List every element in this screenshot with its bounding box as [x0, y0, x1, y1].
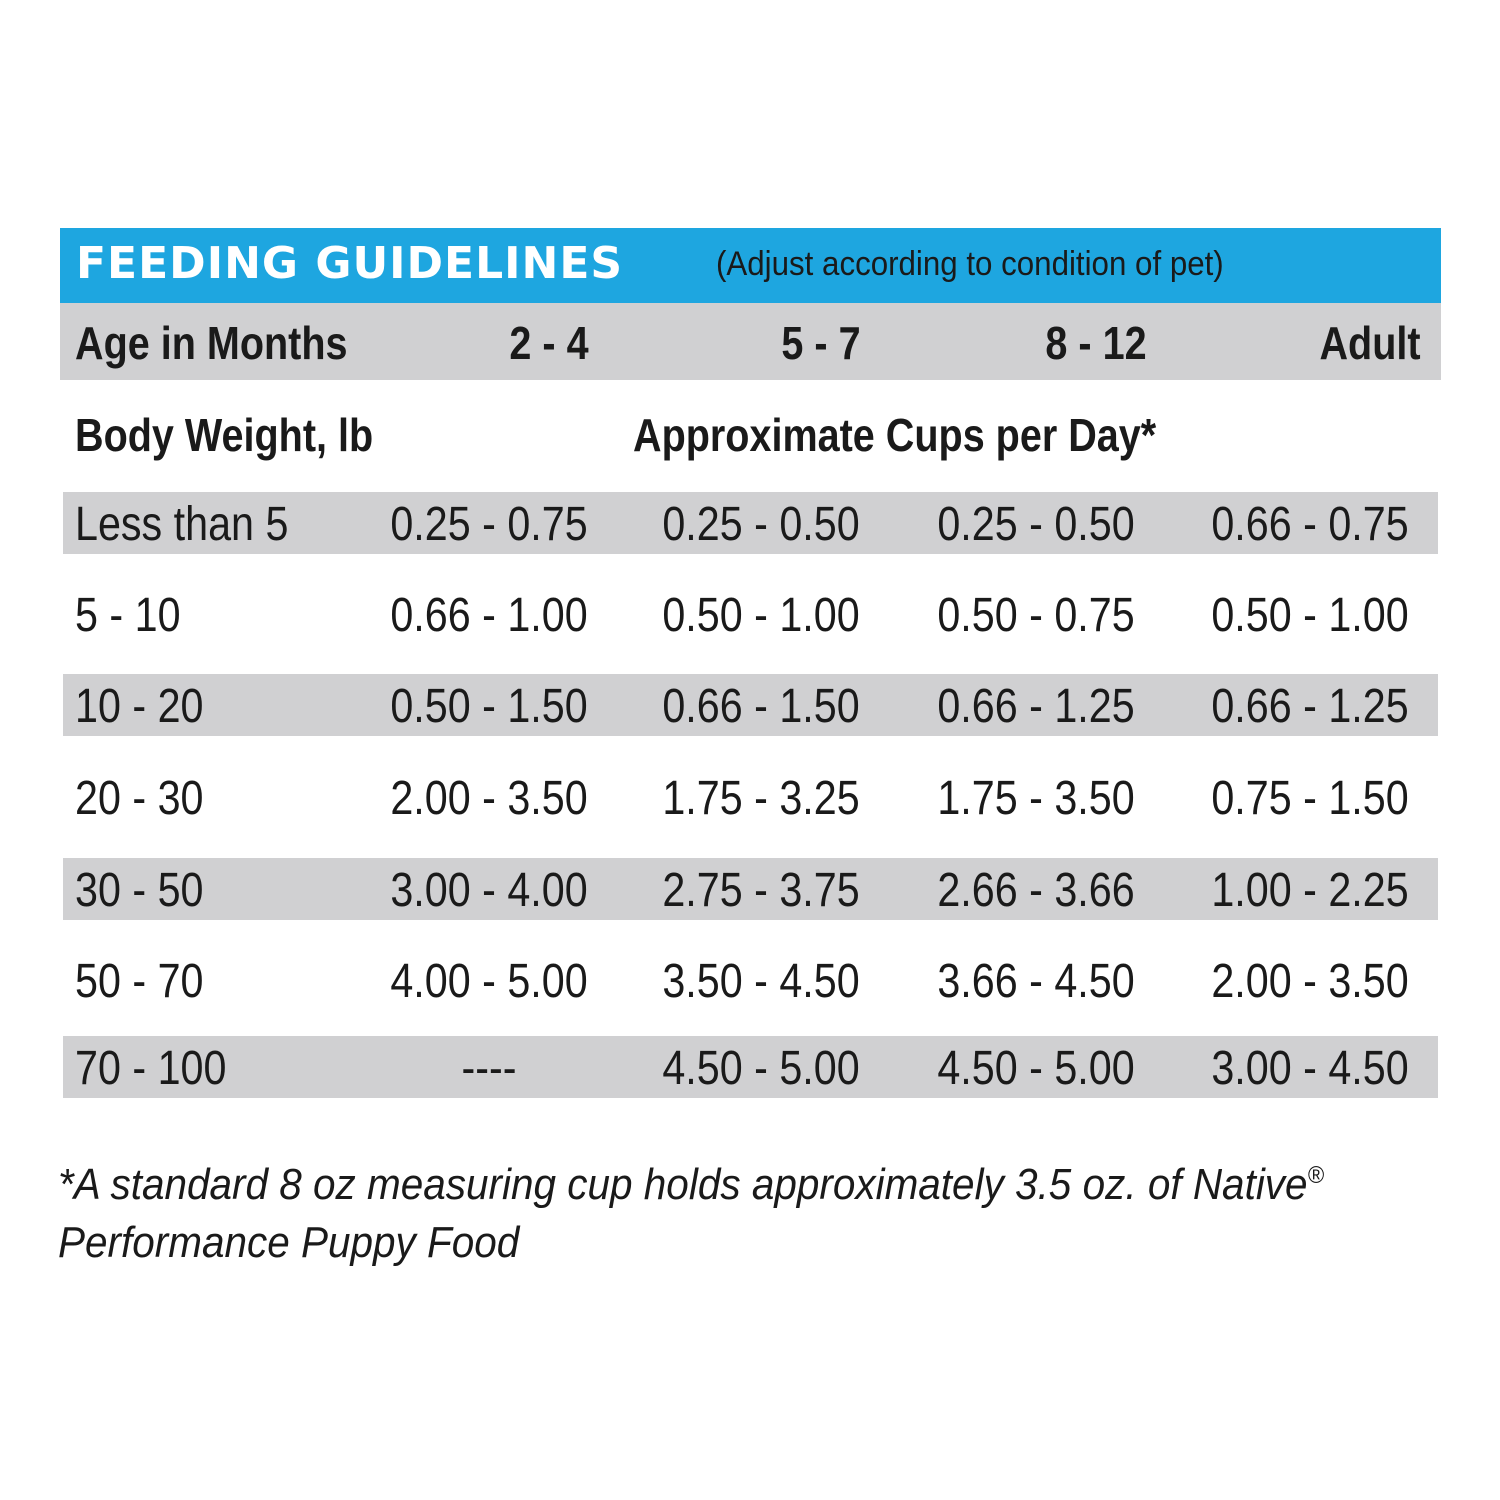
value-cell: 3.00 - 4.00 [390, 864, 588, 917]
value-cell: 0.75 - 1.50 [1211, 772, 1409, 825]
title-note: (Adjust according to condition of pet) [716, 245, 1224, 283]
weight-cell: 20 - 30 [75, 772, 204, 825]
value-cell: 2.00 - 3.50 [390, 772, 588, 825]
table-row [63, 858, 1438, 920]
table-row [63, 492, 1438, 554]
weight-cell: Less than 5 [75, 498, 289, 551]
value-cell: 4.00 - 5.00 [390, 955, 588, 1008]
age-column-header: 8 - 12 [1045, 317, 1147, 369]
value-cell: 0.25 - 0.75 [390, 498, 588, 551]
value-cell: 0.25 - 0.50 [662, 498, 860, 551]
age-label: Age in Months [75, 317, 348, 369]
value-cell: 0.50 - 1.00 [1211, 589, 1409, 642]
age-column-header: Adult [1319, 317, 1421, 369]
sub-header-row [60, 395, 1441, 475]
value-cell: 4.50 - 5.00 [937, 1042, 1135, 1095]
value-cell: 0.66 - 1.25 [1211, 680, 1409, 733]
table-row [63, 583, 1438, 645]
age-column-header: 5 - 7 [781, 317, 861, 369]
value-cell: 0.66 - 1.50 [662, 680, 860, 733]
registered-mark: ® [1307, 1162, 1324, 1189]
page-title: FEEDING GUIDELINES [76, 238, 624, 289]
weight-cell: 5 - 10 [75, 589, 181, 642]
table-row [63, 674, 1438, 736]
value-cell: 2.00 - 3.50 [1211, 955, 1409, 1008]
value-cell: 1.75 - 3.50 [937, 772, 1135, 825]
footnote-text: *A standard 8 oz measuring cup holds approximately 3.5 oz. of Native [58, 1160, 1308, 1209]
title-bar [60, 228, 1441, 303]
value-cell: 1.00 - 2.25 [1211, 864, 1409, 917]
table-row [63, 1036, 1438, 1098]
weight-cell: 50 - 70 [75, 955, 204, 1008]
value-cell: 3.50 - 4.50 [662, 955, 860, 1008]
weight-cell: 30 - 50 [75, 864, 204, 917]
value-cell: 0.50 - 1.00 [662, 589, 860, 642]
body-weight-label: Body Weight, lb [75, 409, 374, 461]
footnote-text-continued: Performance Puppy Food [58, 1218, 520, 1267]
cups-per-day-label: Approximate Cups per Day* [633, 409, 1157, 461]
value-cell: 0.50 - 1.50 [390, 680, 588, 733]
weight-cell: 70 - 100 [75, 1042, 227, 1095]
value-cell: 0.25 - 0.50 [937, 498, 1135, 551]
value-cell: 3.66 - 4.50 [937, 955, 1135, 1008]
age-header-row [60, 303, 1441, 380]
age-column-header: 2 - 4 [509, 317, 589, 369]
value-cell: 4.50 - 5.00 [662, 1042, 860, 1095]
value-cell: 2.75 - 3.75 [662, 864, 860, 917]
value-cell: ---- [461, 1042, 517, 1095]
value-cell: 0.66 - 1.00 [390, 589, 588, 642]
value-cell: 3.00 - 4.50 [1211, 1042, 1409, 1095]
value-cell: 1.75 - 3.25 [662, 772, 860, 825]
weight-cell: 10 - 20 [75, 680, 204, 733]
table-row [63, 766, 1438, 828]
value-cell: 2.66 - 3.66 [937, 864, 1135, 917]
value-cell: 0.50 - 0.75 [937, 589, 1135, 642]
table-row [63, 949, 1438, 1011]
footnote [58, 1156, 1346, 1272]
value-cell: 0.66 - 0.75 [1211, 498, 1409, 551]
value-cell: 0.66 - 1.25 [937, 680, 1135, 733]
